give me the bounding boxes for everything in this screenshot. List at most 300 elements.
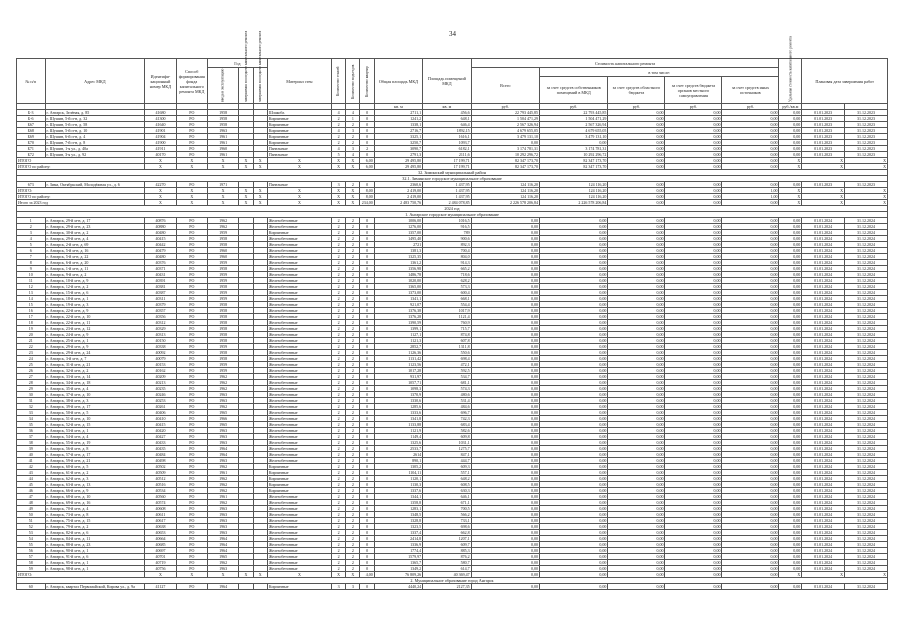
table-cell: 2 <box>331 380 345 386</box>
table-cell: РО <box>176 428 207 434</box>
table-cell: X <box>145 572 176 578</box>
table-cell: 31.12.2024 <box>845 482 888 488</box>
table-cell: 0,00 <box>471 428 539 434</box>
table-cell: 4,00 <box>360 572 374 578</box>
table-cell: 0,00 <box>779 518 802 524</box>
table-cell: РО <box>176 410 207 416</box>
table-cell: 608,5 <box>423 482 471 488</box>
table-cell: 2 <box>346 374 360 380</box>
table-cell: г. Зима, Октябрьский, Молодёжная ул., д. 6 <box>45 182 145 188</box>
table-cell: г. Шушин, 5-й п-н, д. 58 <box>45 122 145 128</box>
table-cell: 124 116,20 <box>471 188 539 194</box>
table-cell: 0,00 <box>722 476 779 482</box>
table-cell: 40150 <box>145 338 176 344</box>
table-cell: 1579,97 <box>374 554 422 560</box>
table-cell: 0,00 <box>608 452 665 458</box>
table-cell: 0,00 <box>779 122 802 128</box>
table-cell: 1020,00 <box>374 278 422 284</box>
table-cell: 31.12.2024 <box>845 476 888 482</box>
table-cell: 01.01.2024 <box>802 464 845 470</box>
table-cell: 1958 <box>207 350 238 356</box>
table-cell: 2 <box>331 404 345 410</box>
table-cell: 01.01.2024 <box>802 308 845 314</box>
table-cell: 0,00 <box>722 314 779 320</box>
table-cell: 0,00 <box>540 290 608 296</box>
table-cell: 31.12.2023 <box>845 116 888 122</box>
table-cell: X <box>253 200 267 206</box>
table-cell: РО <box>176 248 207 254</box>
table-cell: 0,00 <box>665 518 722 524</box>
table-cell: 57 <box>17 554 46 560</box>
table-cell: 0 <box>360 266 374 272</box>
table-cell: 0,00 <box>779 488 802 494</box>
table-cell: 31.12.2024 <box>845 464 888 470</box>
table-cell: 0,00 <box>779 356 802 362</box>
unit-unit-cost: руб./кв.м <box>779 104 802 110</box>
table-cell: 2 <box>346 386 360 392</box>
table-cell: 2 <box>346 356 360 362</box>
header-fund-owners: за счет средств собственников помещений в МКД <box>540 77 608 104</box>
header-form: Способ формирования фонда капитального ремонта МКД <box>176 59 207 104</box>
table-cell: 0,00 <box>779 500 802 506</box>
table-cell: 0,00 <box>779 332 802 338</box>
table-cell: 1486,78 <box>374 272 422 278</box>
table-cell: 1 437,95 <box>423 194 471 200</box>
total-label: ИТОГО по району: <box>17 164 145 170</box>
table-cell: 0,00 <box>722 230 779 236</box>
table-cell: 1376,38 <box>374 308 422 314</box>
header-cost-group: Стоимость капитального ремонта <box>471 59 779 68</box>
table-cell: 40213 <box>145 380 176 386</box>
table-cell: 1285,6 <box>374 404 422 410</box>
table-cell: 0,00 <box>665 134 722 140</box>
table-cell: 921,07 <box>374 302 422 308</box>
table-cell: 0,00 <box>608 500 665 506</box>
table-cell: 0,00 <box>665 326 722 332</box>
table-cell: 31.12.2024 <box>845 554 888 560</box>
table-cell: 0,00 <box>471 506 539 512</box>
table-cell: 1962 <box>207 476 238 482</box>
table-cell: 2 <box>346 122 360 128</box>
table-cell: 1357,00 <box>374 230 422 236</box>
table-cell: 31.12.2024 <box>845 278 888 284</box>
table-cell: 2 <box>346 512 360 518</box>
table-cell: 0,00 <box>608 542 665 548</box>
table-cell: г. Ангарск, 79-й м-н, д. 2 <box>45 524 145 530</box>
table-cell: 16 <box>17 308 46 314</box>
table-cell: 2 <box>346 308 360 314</box>
table-cell: 0 <box>360 434 374 440</box>
table-cell: 2791,3 <box>374 152 422 158</box>
table-cell: 0,00 <box>779 314 802 320</box>
table-cell: 01.01.2024 <box>802 374 845 380</box>
table-cell: Кирпичные <box>267 482 331 488</box>
table-cell: 0,00 <box>608 440 665 446</box>
table-cell: 0,00 <box>540 416 608 422</box>
table-cell: 0,00 <box>608 194 665 200</box>
table-cell: 82 347 173,70 <box>540 158 608 164</box>
table-cell: Панельные <box>267 152 331 158</box>
table-cell: 0,00 <box>779 458 802 464</box>
page-number: 34 <box>449 30 456 38</box>
table-cell: 0,00 <box>540 524 608 530</box>
table-cell: 0,00 <box>722 140 779 146</box>
table-cell: 681,1 <box>423 380 471 386</box>
table-cell: 3090,7 <box>374 146 422 152</box>
table-cell: РО <box>176 404 207 410</box>
table-cell: 1017,28 <box>374 368 422 374</box>
table-cell: 1031,1 <box>423 440 471 446</box>
table-cell: 31.12.2024 <box>845 416 888 422</box>
table-cell: 1207,1 <box>423 536 471 542</box>
table-cell: Кирпичные <box>267 488 331 494</box>
table-cell: 0,00 <box>722 542 779 548</box>
table-cell: 0,00 <box>665 140 722 146</box>
table-cell: 480,6 <box>423 392 471 398</box>
table-cell: 580,7 <box>423 560 471 566</box>
table-cell: 0,00 <box>665 452 722 458</box>
table-cell: 0,00 <box>608 218 665 224</box>
table-cell: 0,00 <box>540 296 608 302</box>
table-cell: 0,00 <box>471 584 539 590</box>
table-cell: 0 <box>360 338 374 344</box>
table-cell: 0,00 <box>665 434 722 440</box>
table-cell: 124 116,20 <box>540 194 608 200</box>
table-cell: 0 <box>360 134 374 140</box>
table-cell: 31.12.2024 <box>845 272 888 278</box>
table-cell: 31.12.2024 <box>845 494 888 500</box>
table-cell: 01.01.2024 <box>802 584 845 590</box>
table-cell: 0,00 <box>665 110 722 116</box>
table-cell: 2 <box>331 344 345 350</box>
table-cell: 2 <box>331 476 345 482</box>
table-cell: 0,00 <box>608 560 665 566</box>
table-cell: 01.01.2024 <box>802 338 845 344</box>
table-cell: 0,00 <box>779 350 802 356</box>
table-cell: Панельные <box>267 182 331 188</box>
section-heading: 1. Ангарское городское муниципальное образование <box>17 212 888 218</box>
table-cell: 0 <box>360 290 374 296</box>
table-cell: 2 <box>346 452 360 458</box>
table-cell: г. Ангарск, 29-й м-н, д. 23 <box>45 224 145 230</box>
table-cell: 1328,8 <box>374 518 422 524</box>
table-cell: 0,00 <box>540 500 608 506</box>
table-cell: г. Ангарск, 33-й м-н, д. 14 <box>45 374 145 380</box>
header-area-living: Площадь помещений МКД <box>423 59 471 104</box>
table-cell: 2 419,00 <box>374 194 422 200</box>
table-cell: 0,00 <box>665 470 722 476</box>
table-cell: РО <box>176 224 207 230</box>
table-cell: 0,00 <box>722 110 779 116</box>
table-cell: 01.01.2024 <box>802 296 845 302</box>
table-cell: Железобетонные <box>267 278 331 284</box>
table-cell: 1495,40 <box>374 236 422 242</box>
table-cell: 718,6 <box>423 272 471 278</box>
table-cell: РО <box>176 296 207 302</box>
table-cell: 2 <box>331 482 345 488</box>
table-cell: 2 <box>346 524 360 530</box>
table-cell: 2 <box>346 494 360 500</box>
table-cell: 0,00 <box>722 152 779 158</box>
table-cell: 0,00 <box>608 410 665 416</box>
table-cell: Железобетонные <box>267 458 331 464</box>
table-cell: г. Ангарск, 22-й м-н, д. 9 <box>45 308 145 314</box>
table-cell: 1961 <box>207 134 238 140</box>
table-cell: г. Ангарск, 19-й м-н, д. 3 <box>45 302 145 308</box>
table-cell: X <box>239 200 253 206</box>
table-cell: 40574 <box>145 500 176 506</box>
table-cell: 2 419,00 <box>374 188 422 194</box>
table-cell: 40484 <box>145 452 176 458</box>
table-cell: X <box>253 158 267 164</box>
table-cell: 2 <box>346 338 360 344</box>
table-cell: X <box>145 188 176 194</box>
table-cell: 31.12.2024 <box>845 242 888 248</box>
table-cell: 01.01.2024 <box>802 368 845 374</box>
table-cell: 31.12.2024 <box>845 290 888 296</box>
table-cell: РО <box>176 548 207 554</box>
table-cell: 0,00 <box>471 554 539 560</box>
table-cell: 40880 <box>145 224 176 230</box>
table-cell: 0,00 <box>779 494 802 500</box>
table-cell: 2 <box>331 446 345 452</box>
table-cell: 789 <box>423 230 471 236</box>
table-cell: Кирпичные <box>267 470 331 476</box>
table-cell: 2 <box>331 506 345 512</box>
table-cell: 0,00 <box>608 272 665 278</box>
table-cell: 1962 <box>207 374 238 380</box>
table-cell: 0,00 <box>722 296 779 302</box>
table-cell: 0,00 <box>471 320 539 326</box>
table-cell: 0,00 <box>608 392 665 398</box>
table-cell: X <box>779 200 802 206</box>
table-cell: 0 <box>360 248 374 254</box>
table-cell: 0,00 <box>779 368 802 374</box>
table-cell: 0,00 <box>540 464 608 470</box>
table-cell: 2 <box>331 122 345 128</box>
table-cell: 0,00 <box>665 458 722 464</box>
table-cell: 0 <box>360 410 374 416</box>
table-cell: 01.01.2024 <box>802 440 845 446</box>
table-cell: 1381,3 <box>374 248 422 254</box>
table-cell: 0,00 <box>608 548 665 554</box>
table-cell: 0,00 <box>608 278 665 284</box>
table-cell: 0,00 <box>665 374 722 380</box>
table-cell: 607,8 <box>423 338 471 344</box>
table-cell: 0,00 <box>665 200 722 206</box>
table-cell: 01.01.2023 <box>802 122 845 128</box>
table-cell: 48 <box>17 500 46 506</box>
table-cell: 0,00 <box>722 182 779 188</box>
table-cell: 0,00 <box>540 422 608 428</box>
table-cell: 31.12.2024 <box>845 236 888 242</box>
table-cell: 1127,1 <box>374 332 422 338</box>
table-cell: 40209 <box>145 374 176 380</box>
table-cell: 0 <box>360 356 374 362</box>
table-cell: 01.01.2023 <box>802 128 845 134</box>
table-cell: Б-6 <box>17 116 46 122</box>
table-cell: 0,00 <box>665 182 722 188</box>
table-cell: 76 809,26 <box>374 572 422 578</box>
table-cell: 0,00 <box>779 134 802 140</box>
table-cell: г. Ангарск, 32-й м-н, д. 2 <box>45 368 145 374</box>
table-cell: 0,00 <box>665 368 722 374</box>
table-cell: 2 <box>331 224 345 230</box>
table-cell: 0,00 <box>540 488 608 494</box>
table-cell: 31.12.2024 <box>845 284 888 290</box>
table-cell: 0,00 <box>722 446 779 452</box>
table-cell: 1006,00 <box>374 218 422 224</box>
table-cell: 40480 <box>145 230 176 236</box>
table-cell: X <box>845 158 888 164</box>
table-cell: 0,00 <box>471 350 539 356</box>
table-cell: X <box>253 164 267 170</box>
table-cell: 0,00 <box>540 218 608 224</box>
table-cell: 0,00 <box>722 158 779 164</box>
table-cell: 38 <box>17 440 46 446</box>
table-cell: 609,7 <box>423 542 471 548</box>
table-cell: 2 <box>346 296 360 302</box>
table-cell: 0,00 <box>779 428 802 434</box>
table-cell: X <box>346 164 360 170</box>
table-cell: 0,00 <box>540 374 608 380</box>
table-cell: 0,00 <box>471 548 539 554</box>
table-cell: 0,00 <box>665 218 722 224</box>
table-cell: 0,00 <box>608 530 665 536</box>
header-year-plan: завершения последнего капитального ремонта <box>253 68 267 104</box>
table-cell: X <box>207 164 238 170</box>
table-cell: 0,00 <box>471 572 539 578</box>
table-cell: 0,00 <box>471 488 539 494</box>
table-cell: 0,00 <box>540 350 608 356</box>
table-cell: Железобетонные <box>267 344 331 350</box>
table-cell: г. Ангарск, 29-й м-н, д. 9 <box>45 344 145 350</box>
table-cell: 0,00 <box>608 572 665 578</box>
table-cell: 01.01.2024 <box>802 230 845 236</box>
table-cell: 2 <box>346 500 360 506</box>
table-cell: 0,00 <box>608 266 665 272</box>
table-cell: 40442 <box>145 242 176 248</box>
table-cell: г. Шушин, 5-й п-н, д. 32 <box>45 116 145 122</box>
table-cell: 82 347 173,70 <box>471 164 539 170</box>
table-cell: 0,00 <box>540 530 608 536</box>
table-cell: 0,00 <box>722 416 779 422</box>
table-cell: 01.01.2024 <box>802 542 845 548</box>
table-cell: 40480 <box>145 254 176 260</box>
table-cell: 40498 <box>145 458 176 464</box>
table-cell: 56 <box>17 548 46 554</box>
table-cell: 31.12.2024 <box>845 254 888 260</box>
table-cell: 0,00 <box>722 566 779 572</box>
header-year-built: ввода в эксплуатацию <box>207 68 238 104</box>
table-cell: X <box>267 194 331 200</box>
table-cell: 0,00 <box>471 434 539 440</box>
table-cell: 0,00 <box>722 410 779 416</box>
table-cell: 0,00 <box>722 350 779 356</box>
table-cell: Б68 <box>17 128 46 134</box>
table-cell: 0,00 <box>471 374 539 380</box>
table-cell: 0,00 <box>540 284 608 290</box>
table-cell: 1121,3 <box>374 338 422 344</box>
table-cell: X <box>331 194 345 200</box>
table-cell: 40415 <box>145 422 176 428</box>
table-cell: 0,00 <box>608 302 665 308</box>
table-cell: 0,00 <box>779 266 802 272</box>
table-cell: 0,00 <box>471 440 539 446</box>
table-cell: 1336,9 <box>374 542 422 548</box>
table-cell: 40638 <box>145 524 176 530</box>
table-cell: 2 <box>331 356 345 362</box>
table-cell: 40381 <box>145 284 176 290</box>
table-cell: 124 116,20 <box>471 182 539 188</box>
table-cell: 0,00 <box>608 386 665 392</box>
table-cell: 0,00 <box>779 542 802 548</box>
table-cell: 0,00 <box>722 200 779 206</box>
table-cell: 0,00 <box>665 122 722 128</box>
table-cell: 0,00 <box>665 386 722 392</box>
table-cell: г. Ангарск, 31-й м-н, д. 21 <box>45 362 145 368</box>
table-cell: 31.12.2024 <box>845 344 888 350</box>
table-cell: 0,00 <box>471 242 539 248</box>
table-cell: 0,00 <box>540 224 608 230</box>
table-cell: 0 <box>360 326 374 332</box>
table-cell: 1958 <box>207 356 238 362</box>
table-cell: г. Ангарск, 54-й м-н, д. 4 <box>45 434 145 440</box>
table-cell: 01.01.2024 <box>802 524 845 530</box>
table-cell: 1966 <box>207 416 238 422</box>
table-cell: 2 567 326,94 <box>540 122 608 128</box>
table-cell: РО <box>176 482 207 488</box>
table-cell: 1123,56 <box>374 362 422 368</box>
table-cell: 1 <box>17 218 46 224</box>
table-cell: 33 <box>17 410 46 416</box>
table-cell: 01.01.2024 <box>802 302 845 308</box>
table-cell: 0,00 <box>779 284 802 290</box>
table-cell: X <box>176 194 207 200</box>
header-fund-region: за счет средств областного бюджета <box>608 77 665 104</box>
table-cell: 0,00 <box>722 404 779 410</box>
table-cell: 0,00 <box>540 554 608 560</box>
table-cell: 50 <box>17 512 46 518</box>
table-cell: 0,00 <box>540 140 608 146</box>
table-cell: Железобетонные <box>267 338 331 344</box>
table-cell: 0,00 <box>665 242 722 248</box>
table-cell: 2 <box>331 308 345 314</box>
table-cell: 40246 <box>145 392 176 398</box>
table-cell: 0,00 <box>722 338 779 344</box>
table-cell: 2 <box>346 518 360 524</box>
table-cell: 0,00 <box>722 470 779 476</box>
table-cell: 1057,71 <box>374 380 422 386</box>
table-cell: 31.12.2024 <box>845 566 888 572</box>
table-cell: 40170 <box>145 152 176 158</box>
table-cell: 39 <box>17 446 46 452</box>
table-cell: 0,00 <box>540 584 608 590</box>
table-cell: 3 174 781,31 <box>471 146 539 152</box>
table-cell: 2 <box>346 416 360 422</box>
table-cell: 0,00 <box>471 368 539 374</box>
table-cell: 0,00 <box>665 302 722 308</box>
table-cell: 0,00 <box>608 182 665 188</box>
table-cell: 30 <box>17 392 46 398</box>
table-cell: 1963 <box>207 440 238 446</box>
table-cell: 0,00 <box>608 398 665 404</box>
table-cell: 01.01.2024 <box>802 410 845 416</box>
table-cell: 2 <box>346 230 360 236</box>
table-cell: 31.12.2024 <box>845 422 888 428</box>
table-cell: 566,2 <box>423 512 471 518</box>
table-cell: 1370,9 <box>374 392 422 398</box>
